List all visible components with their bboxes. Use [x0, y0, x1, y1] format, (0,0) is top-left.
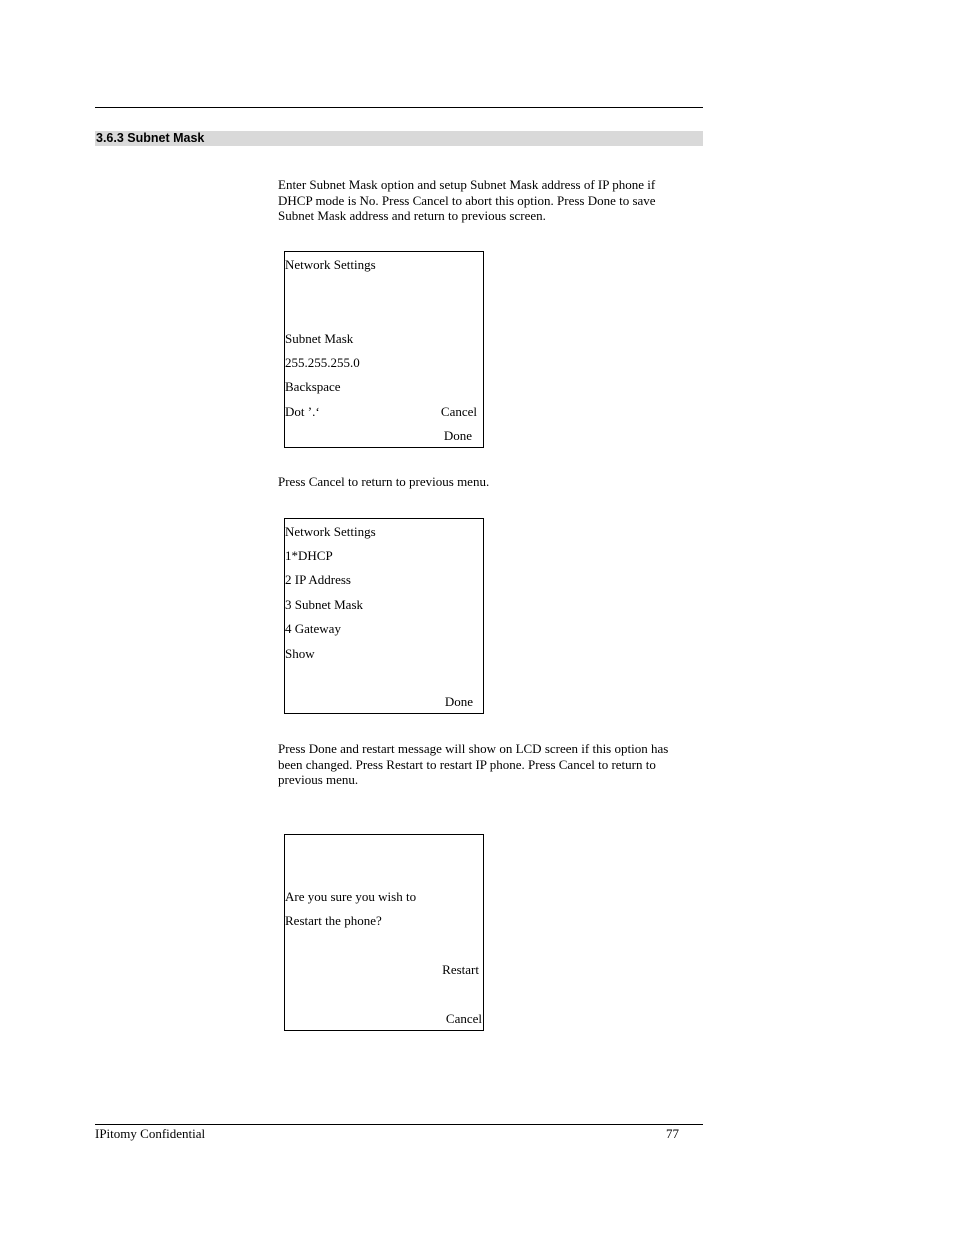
show-softkey[interactable]: Show — [285, 646, 315, 661]
done-softkey[interactable]: Done — [444, 694, 473, 709]
lcd-screen-restart-confirm — [284, 834, 484, 1031]
section-title: 3.6.3 Subnet Mask — [96, 131, 205, 145]
subnet-mask-label: Subnet Mask — [285, 331, 354, 346]
page-number: 77 — [666, 1126, 679, 1141]
cancel-softkey[interactable]: Cancel — [440, 404, 477, 419]
lcd-screen-network-menu — [284, 518, 484, 714]
intro-paragraph: Enter Subnet Mask option and setup Subnet Mask address of IP phone if DHCP mode is No. Press Cancel to abort this option. Press Done to save Subnet Mask address and return to previous screen. — [278, 177, 656, 223]
confirm-line-2: Restart the phone? — [285, 913, 382, 928]
lcd-title: Network Settings — [285, 524, 376, 539]
header-rule — [95, 107, 703, 108]
footer-rule — [95, 1124, 703, 1125]
cancel-note: Press Cancel to return to previous menu. — [278, 474, 490, 489]
confirm-line-1: Are you sure you wish to — [285, 889, 417, 904]
section-heading-bar — [95, 131, 703, 146]
menu-item-subnet-mask[interactable]: 3 Subnet Mask — [285, 597, 363, 612]
subnet-mask-value: 255.255.255.0 — [285, 355, 360, 370]
done-softkey[interactable]: Done — [443, 428, 472, 443]
restart-softkey[interactable]: Restart — [442, 962, 479, 977]
menu-item-gateway[interactable]: 4 Gateway — [285, 621, 341, 636]
cancel-softkey[interactable]: Cancel — [445, 1011, 482, 1026]
restart-note: Press Done and restart message will show on LCD screen if this option has been changed. Press Restart to restart IP phone. Press Cancel to return to previous menu. — [278, 741, 669, 787]
footer-confidential: IPitomy Confidential — [95, 1126, 206, 1141]
lcd-title: Network Settings — [285, 257, 376, 272]
lcd-screen-subnet-entry — [284, 251, 484, 448]
menu-item-dhcp[interactable]: 1*DHCP — [285, 548, 333, 563]
menu-item-ip-address[interactable]: 2 IP Address — [285, 572, 351, 587]
backspace-softkey[interactable]: Backspace — [285, 379, 341, 394]
dot-softkey[interactable]: Dot ’.‘ — [285, 404, 320, 419]
